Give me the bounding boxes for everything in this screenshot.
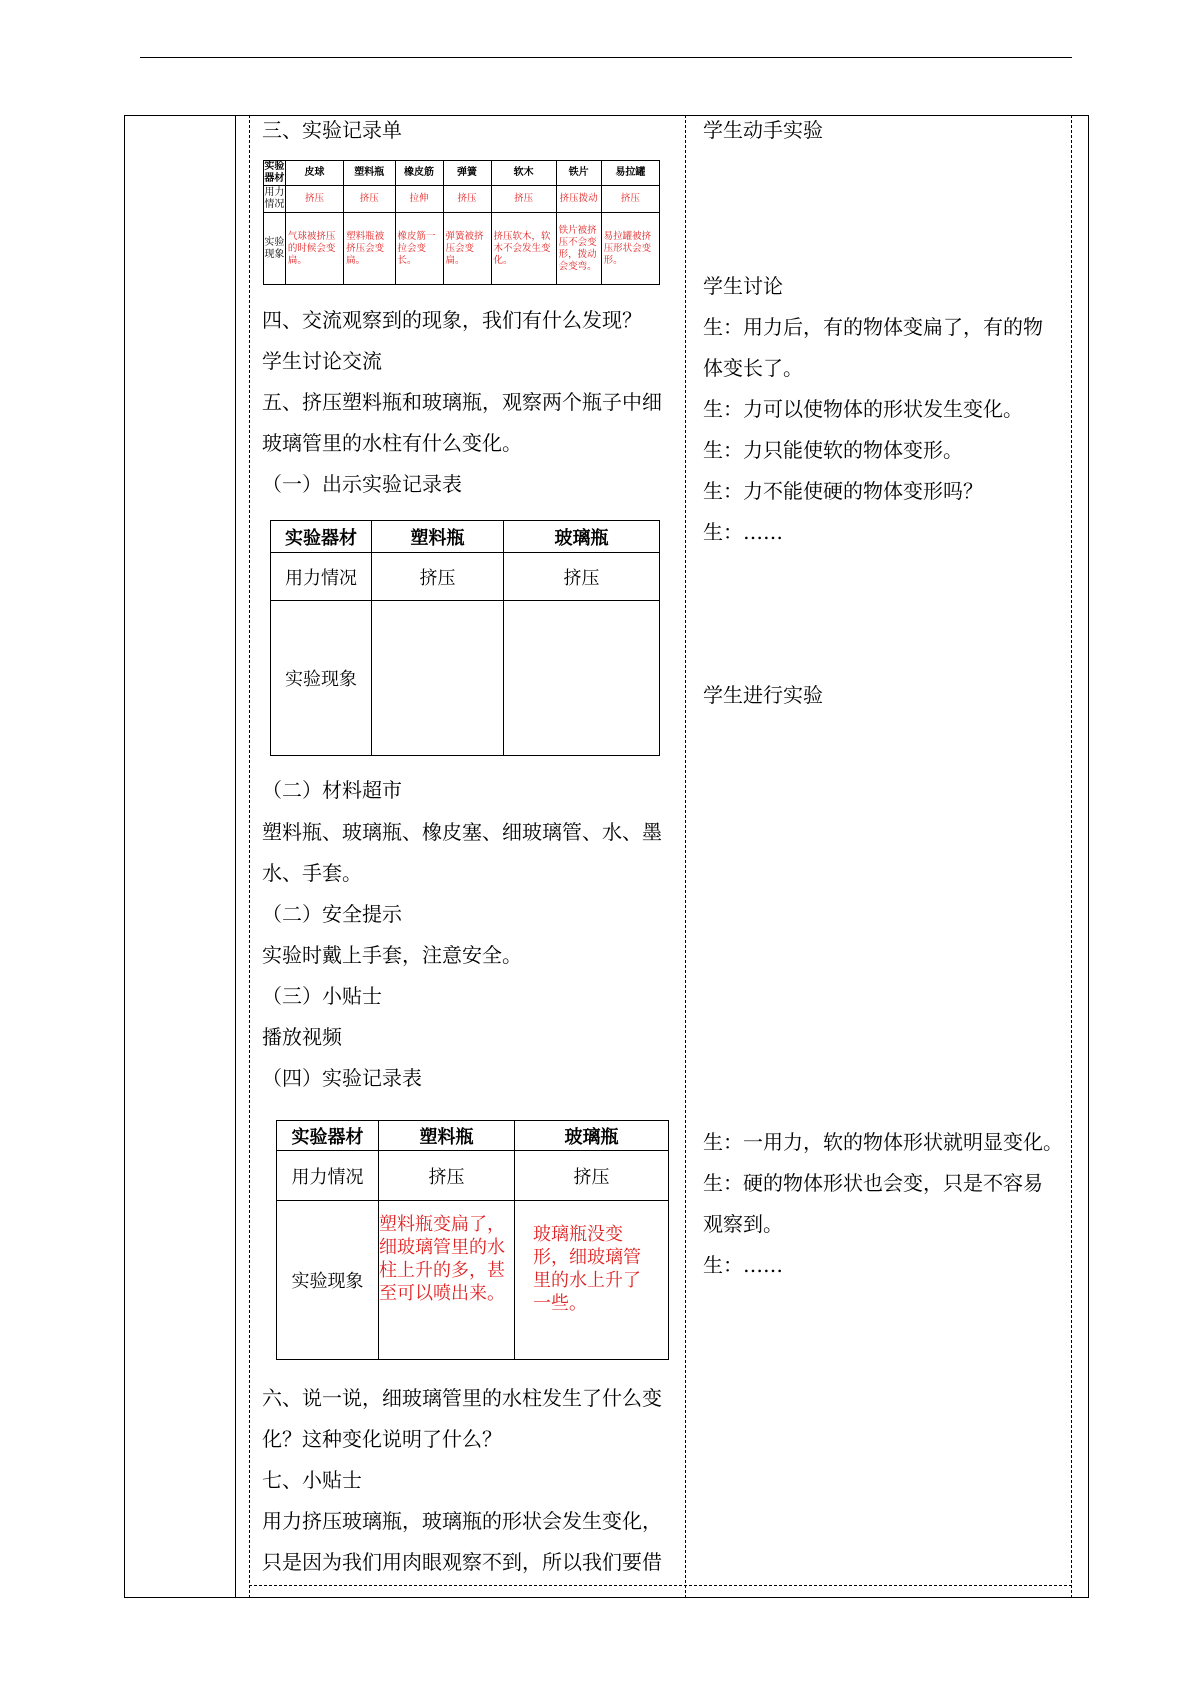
table-header-cell: 软木 — [491, 161, 556, 186]
table-cell: 挤压 — [515, 1151, 669, 1201]
table-header-cell: 实验器材 — [271, 521, 372, 553]
section-6-line-1: 六、说一说，细玻璃管里的水柱发生了什么变 — [262, 1386, 662, 1410]
header-rule — [140, 57, 1072, 58]
table-cell: 易拉罐被挤压形状会变形。 — [601, 213, 659, 285]
table-cell: 铁片被挤压不会变形，拨动会变弯。 — [556, 213, 601, 285]
table-row-label: 实验现象 — [277, 1201, 379, 1360]
subsection-4-title: （三）小贴士 — [262, 984, 382, 1008]
student-response: 生：一用力，软的物体形状就明显变化。 — [703, 1130, 1063, 1154]
table-row-label: 用力情况 — [271, 553, 372, 601]
table-cell: 挤压拨动 — [556, 186, 601, 213]
section-3-title: 三、实验记录单 — [262, 118, 402, 142]
table-row-label: 实验现象 — [271, 601, 372, 756]
obs-glass-cell: 玻璃瓶没变形，细玻璃管里的水上升了一些。 — [515, 1201, 669, 1360]
materials-line-2: 水、手套。 — [262, 861, 362, 885]
table-cell: 挤压 — [491, 186, 556, 213]
table-cell: 弹簧被挤压会变扁。 — [443, 213, 491, 285]
section-6-line-2: 化？这种变化说明了什么？ — [262, 1427, 502, 1451]
section-7-line-1: 用力挤压玻璃瓶，玻璃瓶的形状会发生变化， — [262, 1509, 662, 1533]
safety-text: 实验时戴上手套，注意安全。 — [262, 943, 522, 967]
table-row-label: 用力情况 — [264, 186, 286, 213]
table-cell: 挤压软木，软木不会发生变化。 — [491, 213, 556, 285]
student-response: 生：力可以使物体的形状发生变化。 — [703, 397, 1023, 421]
table-cell: 挤压 — [443, 186, 491, 213]
table-header-cell: 塑料瓶 — [344, 161, 395, 186]
table-header-cell: 实验器材 — [264, 161, 285, 184]
student-response: 生：硬的物体形状也会变，只是不容易 — [703, 1171, 1043, 1195]
dashed-divider-left — [249, 115, 250, 1598]
section-5-line-1: 五、挤压塑料瓶和玻璃瓶，观察两个瓶子中细 — [262, 390, 662, 414]
student-activity-2: 学生讨论 — [703, 274, 783, 298]
student-response: 生：力不能使硬的物体变形吗？ — [703, 479, 983, 503]
table-cell — [372, 601, 504, 756]
table-header-cell: 玻璃瓶 — [504, 521, 660, 553]
student-response: 生：…… — [703, 1253, 783, 1277]
record-sheet-table-2 — [270, 520, 660, 756]
table-header-cell: 铁片 — [556, 161, 601, 186]
materials-line-1: 塑料瓶、玻璃瓶、橡皮塞、细玻璃管、水、墨 — [262, 820, 662, 844]
table-header-cell: 玻璃瓶 — [515, 1121, 669, 1151]
section-5-line-2: 玻璃管里的水柱有什么变化。 — [262, 431, 522, 455]
subsection-1-title: （一）出示实验记录表 — [262, 472, 462, 496]
column-divider-left — [235, 115, 236, 1598]
table-header-cell: 皮球 — [285, 161, 343, 186]
table-header-cell: 塑料瓶 — [372, 521, 504, 553]
table-header-cell: 橡皮筋 — [395, 161, 443, 186]
subsection-5-title: （四）实验记录表 — [262, 1066, 422, 1090]
table-cell: 橡皮筋一拉会变长。 — [395, 213, 443, 285]
table-header-cell: 易拉罐 — [601, 161, 659, 186]
table-cell: 挤压 — [285, 186, 343, 213]
table-cell: 挤压 — [379, 1151, 515, 1201]
section-4-line-2: 学生讨论交流 — [262, 349, 382, 373]
record-sheet-table-3 — [276, 1120, 669, 1360]
record-sheet-table-1 — [263, 160, 660, 285]
student-activity-3: 学生进行实验 — [703, 683, 823, 707]
dashed-divider-right — [1071, 115, 1072, 1598]
table-cell: 拉伸 — [395, 186, 443, 213]
table-cell: 塑料瓶被挤压会变扁。 — [344, 213, 395, 285]
section-7-line-2: 只是因为我们用肉眼观察不到，所以我们要借 — [262, 1550, 662, 1574]
table-cell: 挤压 — [372, 553, 504, 601]
video-text: 播放视频 — [262, 1025, 342, 1049]
student-response: 生：…… — [703, 520, 783, 544]
section-4-line-1: 四、交流观察到的现象，我们有什么发现？ — [262, 308, 642, 332]
table-header-cell: 实验器材 — [277, 1121, 379, 1151]
table-cell: 挤压 — [344, 186, 395, 213]
student-response: 生：力只能使软的物体变形。 — [703, 438, 963, 462]
table-cell: 挤压 — [504, 553, 660, 601]
table-cell — [504, 601, 660, 756]
table-header-cell: 塑料瓶 — [379, 1121, 515, 1151]
table-cell: 气球被挤压的时候会变扁。 — [285, 213, 343, 285]
student-response: 生：用力后，有的物体变扁了，有的物 — [703, 315, 1043, 339]
obs-plastic-cell: 塑料瓶变扁了，细玻璃管里的水柱上升的多，甚至可以喷出来。 — [379, 1201, 515, 1360]
section-7-title: 七、小贴士 — [262, 1468, 362, 1492]
dashed-divider-middle — [685, 115, 686, 1598]
subsection-2-title: （二）材料超市 — [262, 778, 402, 802]
table-row-label: 实验现象 — [264, 213, 286, 285]
table-row-label: 用力情况 — [277, 1151, 379, 1201]
subsection-3-title: （二）安全提示 — [262, 902, 402, 926]
student-activity-1: 学生动手实验 — [703, 118, 823, 142]
student-response: 体变长了。 — [703, 356, 803, 380]
table-header-cell: 弹簧 — [443, 161, 491, 186]
table-cell: 挤压 — [601, 186, 659, 213]
dashed-divider-bottom — [249, 1585, 1072, 1586]
student-response: 观察到。 — [703, 1212, 783, 1236]
